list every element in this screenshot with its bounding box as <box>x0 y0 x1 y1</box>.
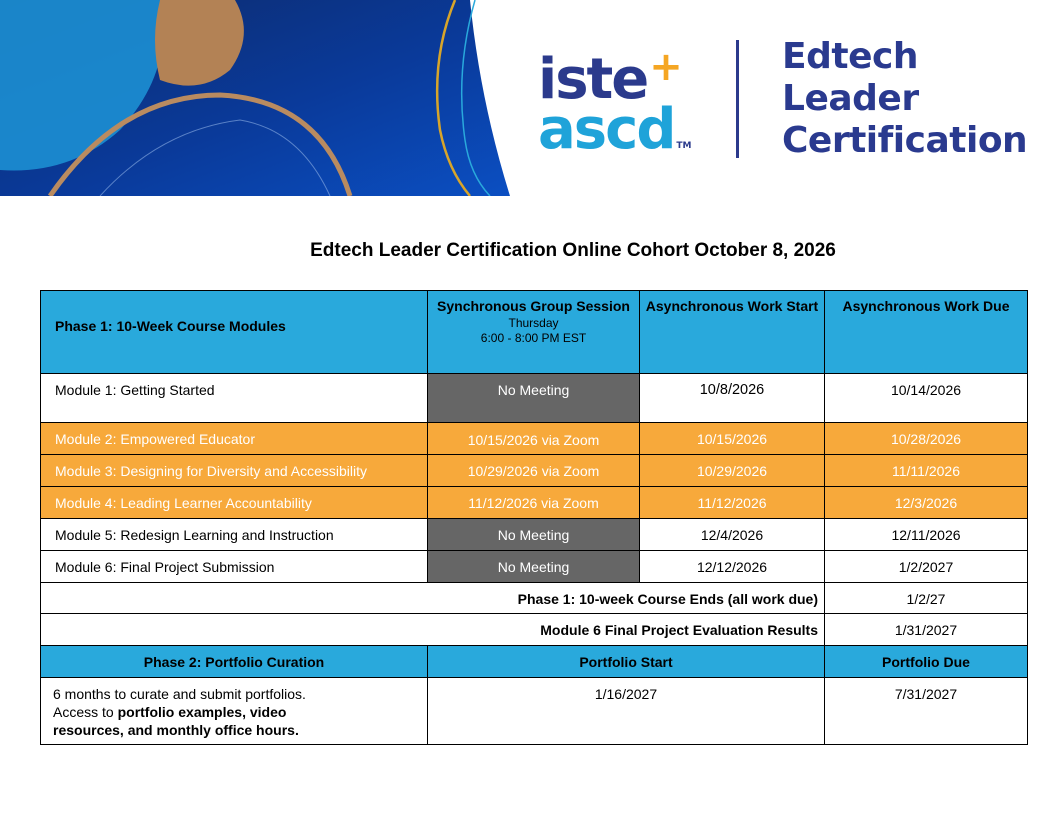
logo-trademark: TM <box>676 141 692 151</box>
iste-ascd-logo <box>538 42 708 162</box>
module-name: Module 6: Final Project Submission <box>41 551 428 583</box>
portfolio-desc-access: Access to <box>53 704 118 720</box>
portfolio-due-header: Portfolio Due <box>825 646 1028 678</box>
portfolio-start-date: 1/16/2027 <box>428 678 825 745</box>
evaluation-results-label: Module 6 Final Project Evaluation Results <box>41 614 825 646</box>
due-date: 11/11/2026 <box>825 455 1028 487</box>
portfolio-due-date: 7/31/2027 <box>825 678 1028 745</box>
session-cell: No Meeting <box>428 551 640 583</box>
table-row <box>41 455 1028 487</box>
table-row <box>41 423 1028 455</box>
phase1-end-row <box>41 583 1028 614</box>
table-row <box>41 551 1028 583</box>
module-name: Module 2: Empowered Educator <box>41 423 428 455</box>
start-date: 10/15/2026 <box>640 423 825 455</box>
evaluation-results-date: 1/31/2027 <box>825 614 1028 646</box>
due-date: 1/2/2027 <box>825 551 1028 583</box>
sync-session-header-day: Thursday <box>508 316 559 330</box>
session-cell: No Meeting <box>428 519 640 551</box>
table-row <box>41 374 1028 423</box>
evaluation-results-row <box>41 614 1028 646</box>
session-cell: No Meeting <box>428 374 640 423</box>
start-date: 12/12/2026 <box>640 551 825 583</box>
portfolio-desc-line1: 6 months to curate and submit portfolios. <box>53 686 306 702</box>
table-row <box>41 519 1028 551</box>
module-name: Module 4: Leading Learner Accountability <box>41 487 428 519</box>
brand-title-line-3: Certification <box>782 120 1028 161</box>
start-date: 11/12/2026 <box>640 487 825 519</box>
due-date: 10/14/2026 <box>825 374 1028 423</box>
phase1-modules-header: Phase 1: 10-Week Course Modules <box>41 291 428 374</box>
due-date: 12/11/2026 <box>825 519 1028 551</box>
phase1-end-date: 1/2/27 <box>825 583 1028 614</box>
async-due-header: Asynchronous Work Due <box>825 291 1028 374</box>
sync-session-header <box>428 291 640 374</box>
header-banner <box>0 0 1056 196</box>
logo-ascd-text: ascd <box>538 97 675 162</box>
portfolio-resources-bold-1: portfolio examples, video <box>117 704 287 720</box>
due-date: 10/28/2026 <box>825 423 1028 455</box>
start-date: 12/4/2026 <box>640 519 825 551</box>
due-date: 12/3/2026 <box>825 487 1028 519</box>
portfolio-description <box>41 678 428 745</box>
logo-plus-icon: + <box>649 44 681 90</box>
session-cell: 11/12/2026 via Zoom <box>428 487 640 519</box>
table-row <box>41 487 1028 519</box>
module-name: Module 3: Designing for Diversity and Accessibility <box>41 455 428 487</box>
session-cell: 10/29/2026 via Zoom <box>428 455 640 487</box>
phase2-header-row <box>41 646 1028 678</box>
decorative-banner-art <box>0 0 510 196</box>
portfolio-start-header: Portfolio Start <box>428 646 825 678</box>
module-name: Module 1: Getting Started <box>41 374 428 423</box>
sync-session-header-time: 6:00 - 8:00 PM EST <box>480 331 587 345</box>
async-start-header: Asynchronous Work Start <box>640 291 825 374</box>
phase1-end-label: Phase 1: 10-week Course Ends (all work due) <box>41 583 825 614</box>
session-cell: 10/15/2026 via Zoom <box>428 423 640 455</box>
brand-title-line-2: Leader <box>782 78 919 119</box>
brand-title-line-1: Edtech <box>782 36 918 77</box>
logo-iste-text: iste <box>538 47 648 112</box>
phase2-curation-header: Phase 2: Portfolio Curation <box>41 646 428 678</box>
module-name: Module 5: Redesign Learning and Instruction <box>41 519 428 551</box>
brand-title <box>782 36 1052 162</box>
schedule-table <box>40 290 1028 745</box>
start-date: 10/29/2026 <box>640 455 825 487</box>
document-title: Edtech Leader Certification Online Cohort October 8, 2026 <box>310 240 836 261</box>
start-date: 10/8/2026 <box>640 374 825 423</box>
sync-session-header-title: Synchronous Group Session <box>437 298 630 314</box>
phase1-header-row <box>41 291 1028 374</box>
portfolio-resources-bold-2: resources, and monthly office hours. <box>53 722 299 738</box>
phase2-row <box>41 678 1028 745</box>
logo-divider <box>736 40 739 158</box>
